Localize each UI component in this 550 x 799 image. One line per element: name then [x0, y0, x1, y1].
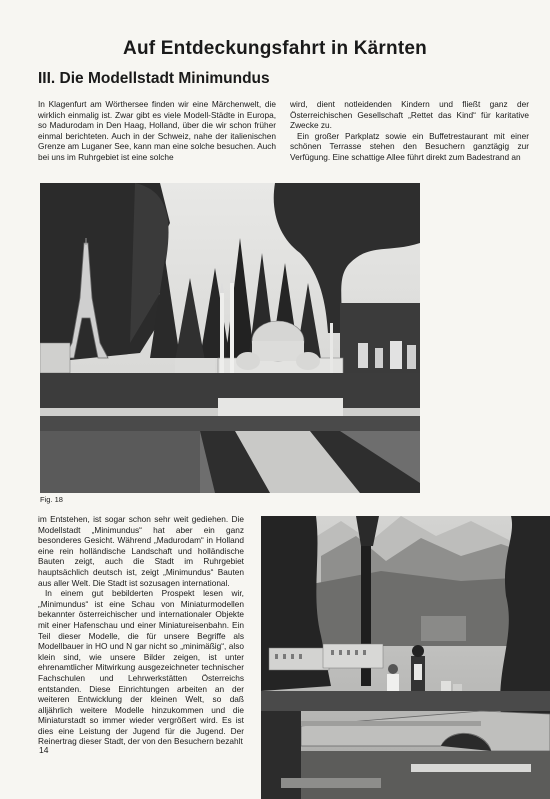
paragraph: wird, dient notleidenden Kindern und fließt ganz der Österreichischen Gesellschaft „Rettet das Kind“ für karitative Zwecke zu.	[290, 99, 529, 131]
photo-minimundus-mountains-bridge	[261, 516, 550, 799]
paragraph: In einem gut bebilderten Prospekt lesen wir, „Minimundus“ ist eine Schau von Miniaturmodellen bekannter österreichischer und internationaler Objekte mit einer Hafenschau und einer Miniatureisenbahn. Ein Teil dieser Modelle, die für unsere Begriffe als Modellbauer in HO und N gar nicht so „minimäßig“, also klein sind, wie unsere Bilder zeigen, ist unter ehrenamtlicher Mitwirkung ausgezeichneter technischer Fachschulen und Lehrwerkstätten Österreichs entstanden. Diese Einrichtungen arbeiten an der weiteren Entwicklung der kleinen Welt, so daß alljährlich weitere Modelle hinzukommen und die Miniaturstadt so immer wieder vergrößert wird. Es ist dies eine Leistung der Jugend für die Jugend. Der Reinertrag dieser Stadt, der von den Besuchern bezahlt	[38, 588, 244, 747]
article-subtitle: III. Die Modellstadt Minimundus	[38, 70, 270, 87]
text-column-top-left	[38, 99, 276, 163]
article-title: Auf Entdeckungsfahrt in Kärnten	[123, 38, 427, 59]
page-number: 14	[39, 745, 49, 755]
text-column-top-right	[290, 99, 529, 163]
paragraph: In Klagenfurt am Wörthersee finden wir eine Märchenwelt, die wirklich einmalig ist. Zwar gibt es viele Modell-Städte in Europa, so Madurodam in Den Haag, Holland, über die wir schon früher einmal berichteten. Auch in der Schweiz, nahe der italienischen Grenze am Luganer See, kann man eine solche besuchen. Auch bei uns im Ruhrgebiet ist eine solche	[38, 99, 276, 162]
figure-caption: Fig. 18	[40, 495, 63, 504]
paragraph: im Entstehen, ist sogar schon sehr weit gediehen. Die Modellstadt „Minimundus“ hat aber ein ganz besonderes Gesicht. Während „Madurodam“ in Holland eine rein holländische Landschaft und holländische Bauten zeigt, auch die Stadt im Ruhrgebiet hauptsächlich deutsch ist, zeigt „Minimundus“ Bauten aus aller Welt. Die Stadt ist sozusagen international.	[38, 514, 244, 588]
text-column-bottom-left	[38, 514, 244, 747]
paragraph: Ein großer Parkplatz sowie ein Buffetrestaurant mit einer schönen Terrasse stehen den Besuchern ganztägig zur Verfügung. Eine schattige Allee führt direkt zum Badestrand an	[290, 130, 529, 162]
photo-minimundus-mosque	[40, 183, 420, 493]
